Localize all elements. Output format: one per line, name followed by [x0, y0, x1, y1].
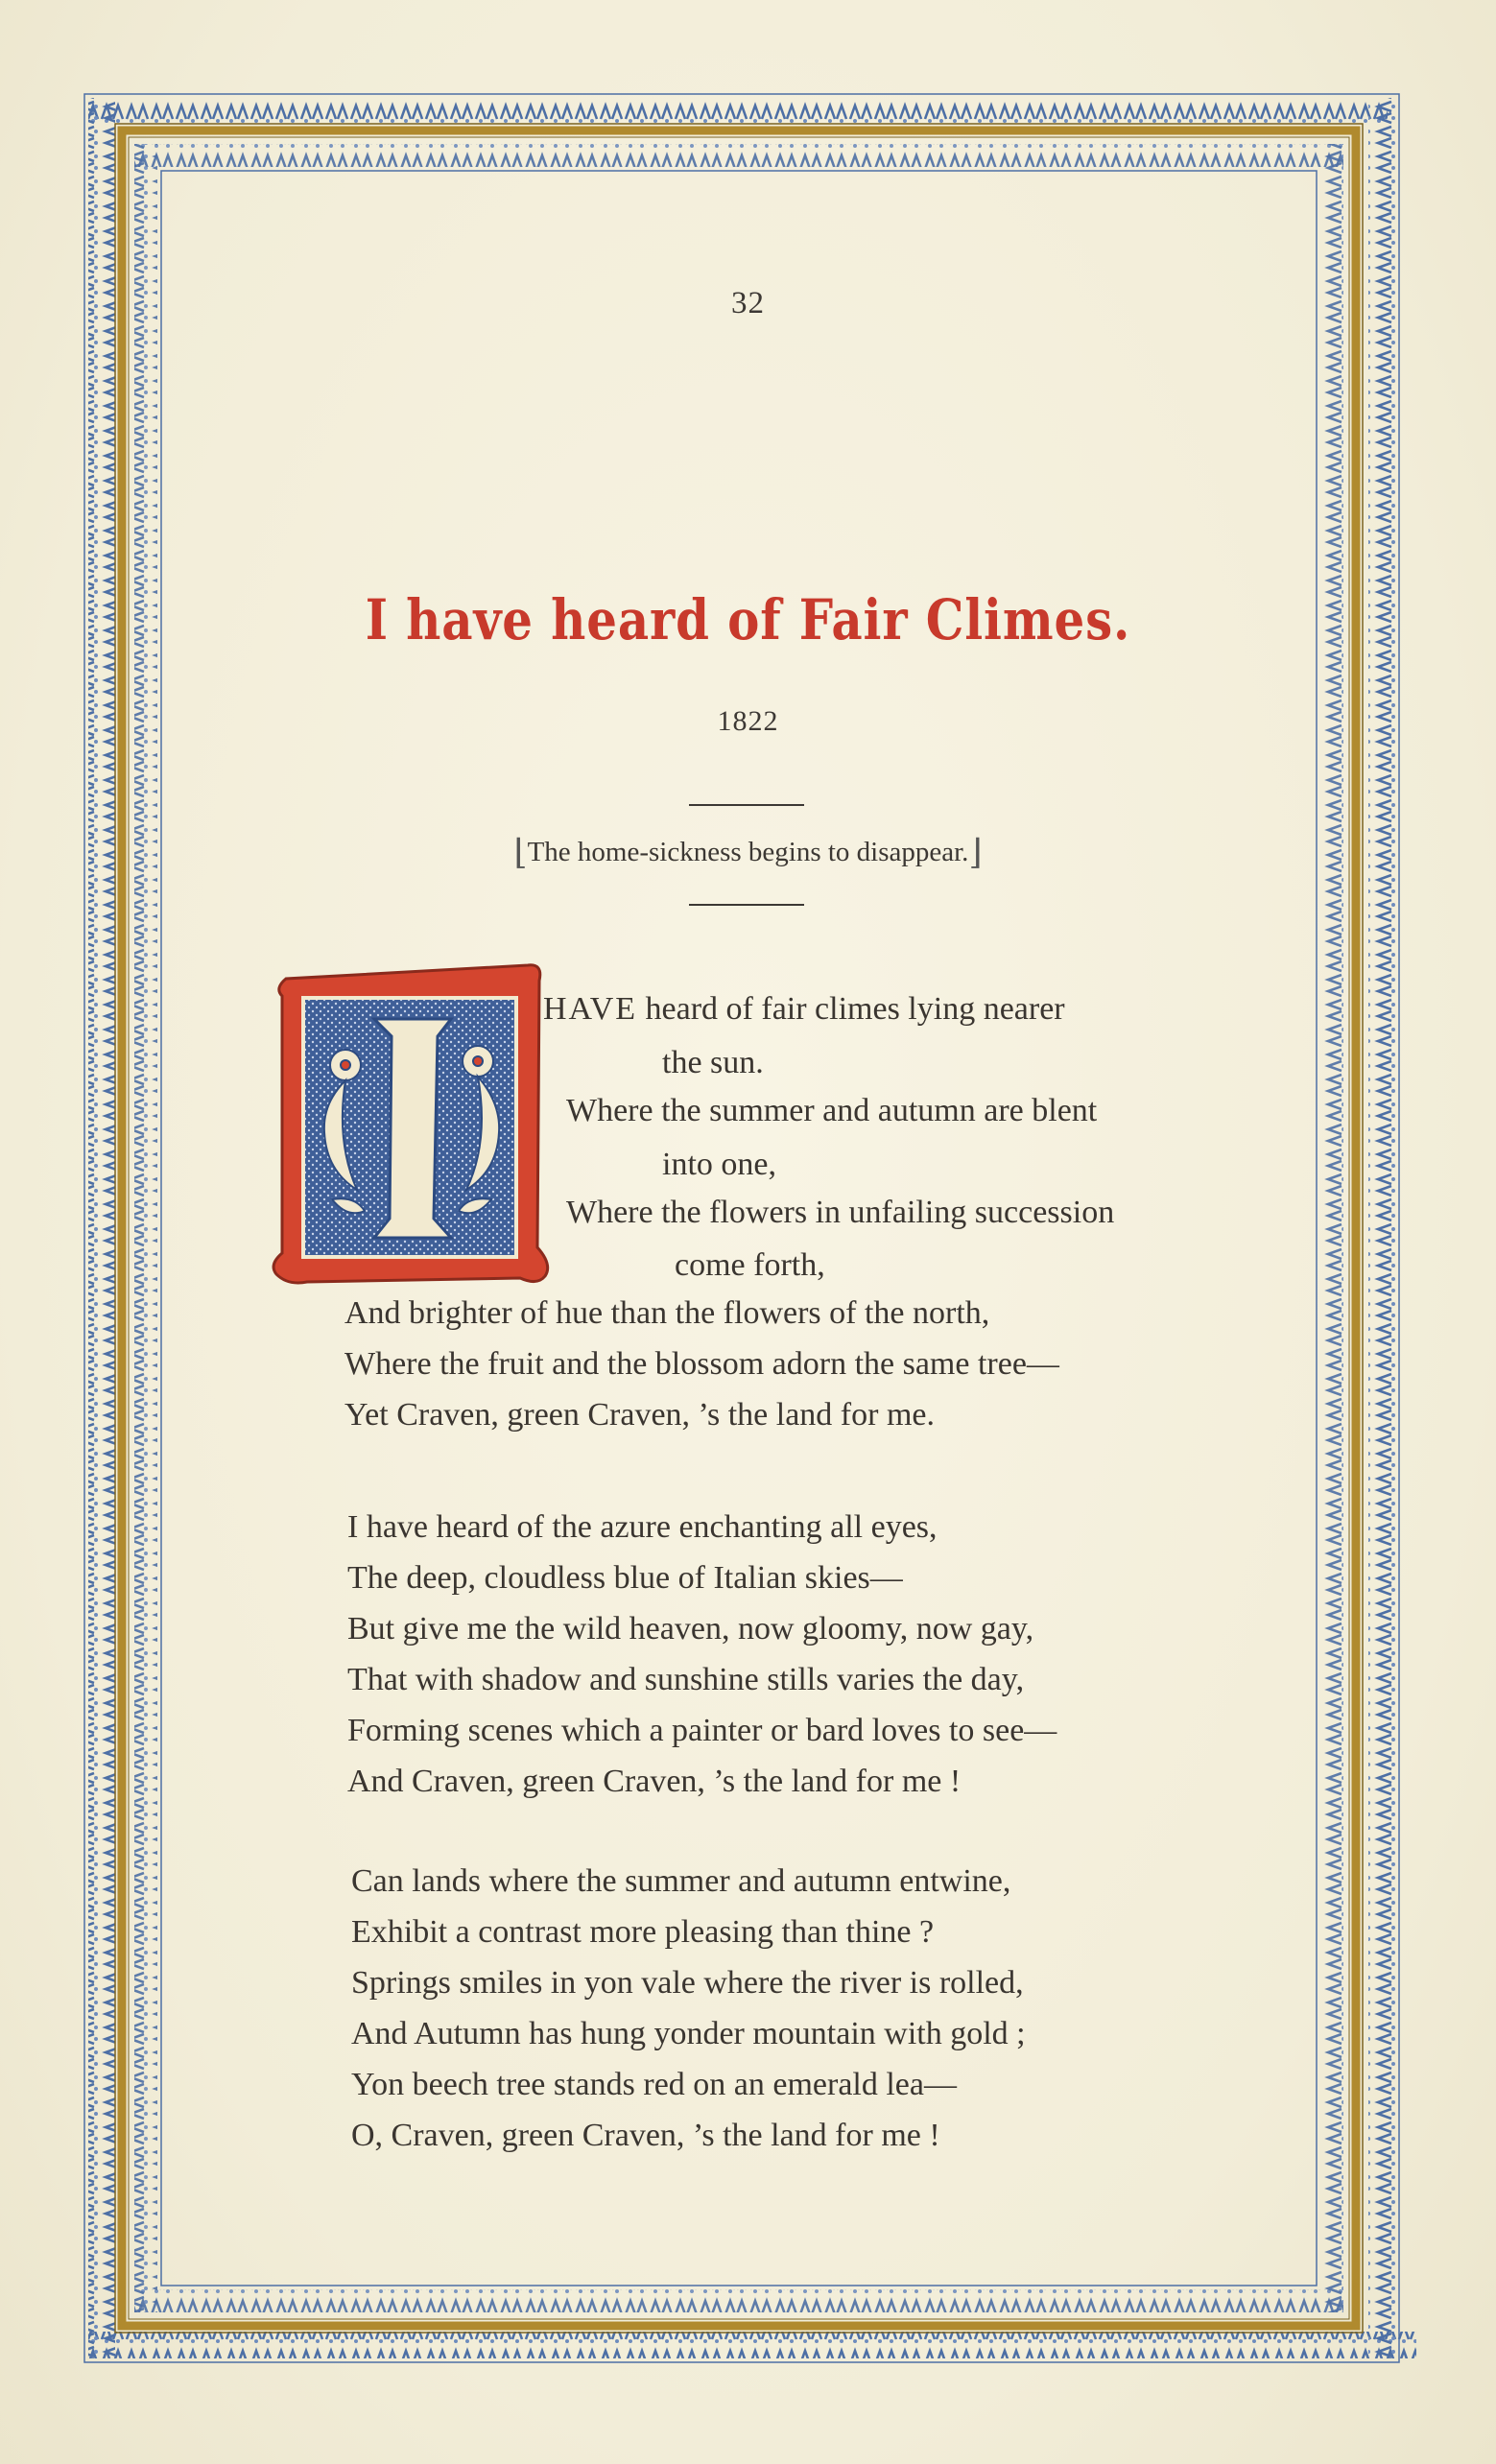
poem-line-3: Where the summer and autumn are blent — [566, 1093, 1098, 1128]
poem-line-6: come forth, — [675, 1247, 825, 1283]
poem-year: 1822 — [717, 705, 779, 737]
page-number: 32 — [731, 286, 765, 320]
divider-rule-bottom — [689, 904, 804, 906]
bracket-right: ⌋ — [968, 833, 983, 871]
poem-line-5: Where the flowers in unfailing succession — [566, 1195, 1115, 1230]
editorial-note-text: The home-sickness begins to disappear. — [527, 837, 969, 867]
poem-line-16: Can lands where the summer and autumn entwine, — [351, 1863, 1011, 1899]
poem-first-word: HAVE — [543, 991, 638, 1027]
bracket-left: ⌊ — [513, 833, 528, 871]
poem-line-17: Exhibit a contrast more pleasing than thine ? — [351, 1914, 935, 1950]
editorial-note — [0, 832, 1496, 872]
poem-line-7: And brighter of hue than the flowers of the north, — [344, 1295, 990, 1331]
divider-rule-top — [689, 804, 804, 806]
poem-line-15: And Craven, green Craven, ’s the land for me ! — [347, 1764, 962, 1799]
poem-line-1 — [543, 991, 1065, 1028]
poem-line-14: Forming scenes which a painter or bard loves to see— — [347, 1713, 1057, 1748]
poem-line-10: I have heard of the azure enchanting all eyes, — [347, 1509, 938, 1545]
poem-line-21: O, Craven, green Craven, ’s the land for me ! — [351, 2118, 940, 2153]
poem-line-11: The deep, cloudless blue of Italian skies— — [347, 1560, 903, 1596]
poem-line-2: the sun. — [662, 1045, 764, 1080]
poem-line-20: Yon beech tree stands red on an emerald lea— — [351, 2067, 957, 2102]
poem-line-19: And Autumn has hung yonder mountain with gold ; — [351, 2016, 1026, 2051]
poem-line-18: Springs smiles in yon vale where the river is rolled, — [351, 1965, 1024, 2001]
poem-line-9: Yet Craven, green Craven, ’s the land for me. — [344, 1397, 935, 1433]
poem-line-13: That with shadow and sunshine stills varies the day, — [347, 1662, 1025, 1697]
poem-line-8: Where the fruit and the blossom adorn the same tree— — [344, 1346, 1059, 1382]
illuminated-initial-i-icon — [269, 960, 557, 1288]
poem-line-12: But give me the wild heaven, now gloomy, now gay, — [347, 1611, 1034, 1647]
poem-title: I have heard of Fair Climes. — [365, 587, 1131, 652]
poem-line-4: into one, — [662, 1147, 776, 1182]
poem-first-line-text: heard of fair climes lying nearer — [645, 991, 1065, 1027]
